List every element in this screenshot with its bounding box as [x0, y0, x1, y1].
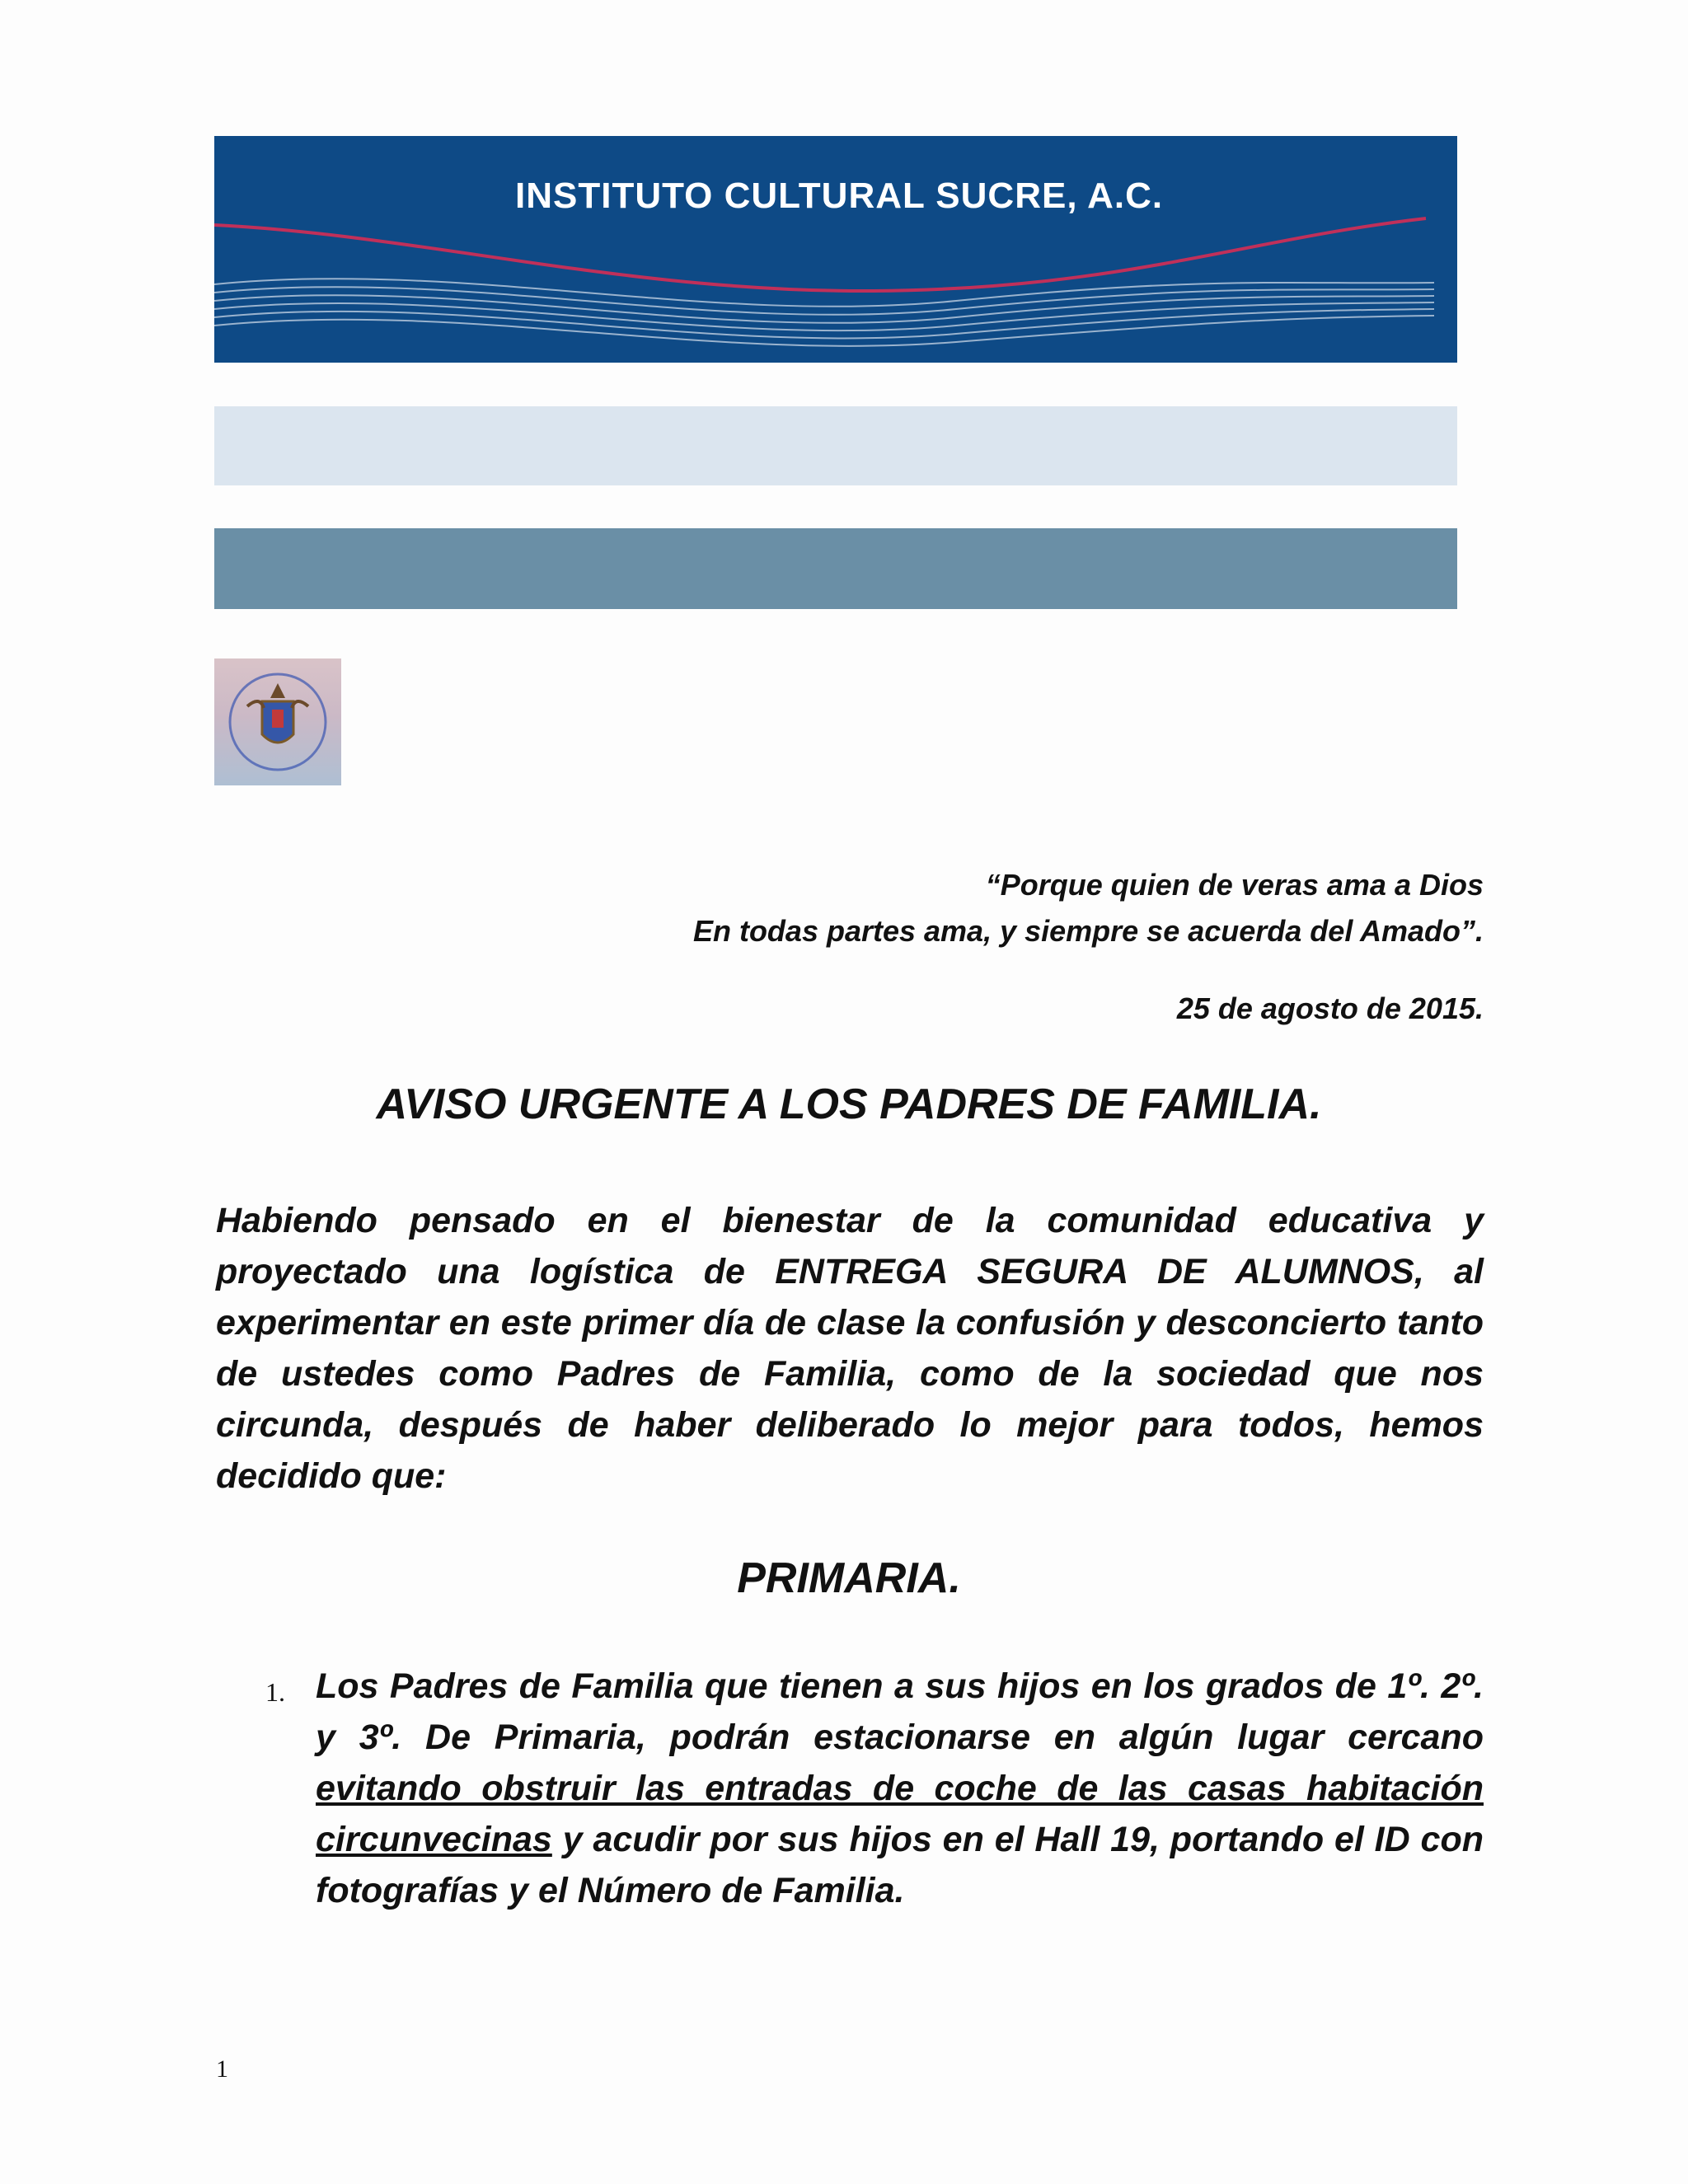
document-date: 25 de agosto de 2015. [1176, 991, 1484, 1025]
list-item-text-end: y acudir por sus hijos en el Hall 19, portando el ID con fotografías y el Número de Familia. [316, 1820, 1484, 1910]
wave-lines-graphic [214, 136, 1457, 363]
notice-title: AVISO URGENTE A LOS PADRES DE FAMILIA. [376, 1080, 1322, 1128]
intro-paragraph: Habiendo pensado en el bienestar de la comunidad educativa y proyectado una logística de ENTREGA SEGURA DE ALUMNOS, al experimentar en este primer día de clase la confusión y desconcierto tanto de ustedes como Padres de Familia, como de la sociedad que nos circunda, después de haber deliberado lo mejor para todos, hemos decidido que: [216, 1201, 1484, 1496]
epigraph-quote [495, 862, 1484, 954]
quote-line-2: En todas partes ama, y siempre se acuerda del Amado”. [692, 914, 1484, 948]
header-bar-light [214, 406, 1457, 485]
list-item [316, 1661, 1484, 1916]
header-bar-steel [214, 528, 1457, 609]
header-banner [214, 136, 1457, 363]
list-item-underlined-text: evitando obstruir las entradas de coche de las casas habitación circunvecinas [316, 1769, 1484, 1859]
institute-seal-logo [214, 658, 341, 785]
list-item-number: 1. [265, 1677, 285, 1707]
list-item-text: Los Padres de Familia que tienen a sus hijos en los grados de 1º. 2º. y 3º. De Primaria, podrán estacionarse en algún lugar cercano [316, 1666, 1484, 1757]
section-title-primaria: PRIMARIA. [737, 1554, 961, 1602]
page-number: 1 [216, 2055, 228, 2083]
quote-line-1: “Porque quien de veras ama a Dios [985, 868, 1484, 902]
institute-name: INSTITUTO CULTURAL SUCRE, A.C. [515, 176, 1164, 216]
